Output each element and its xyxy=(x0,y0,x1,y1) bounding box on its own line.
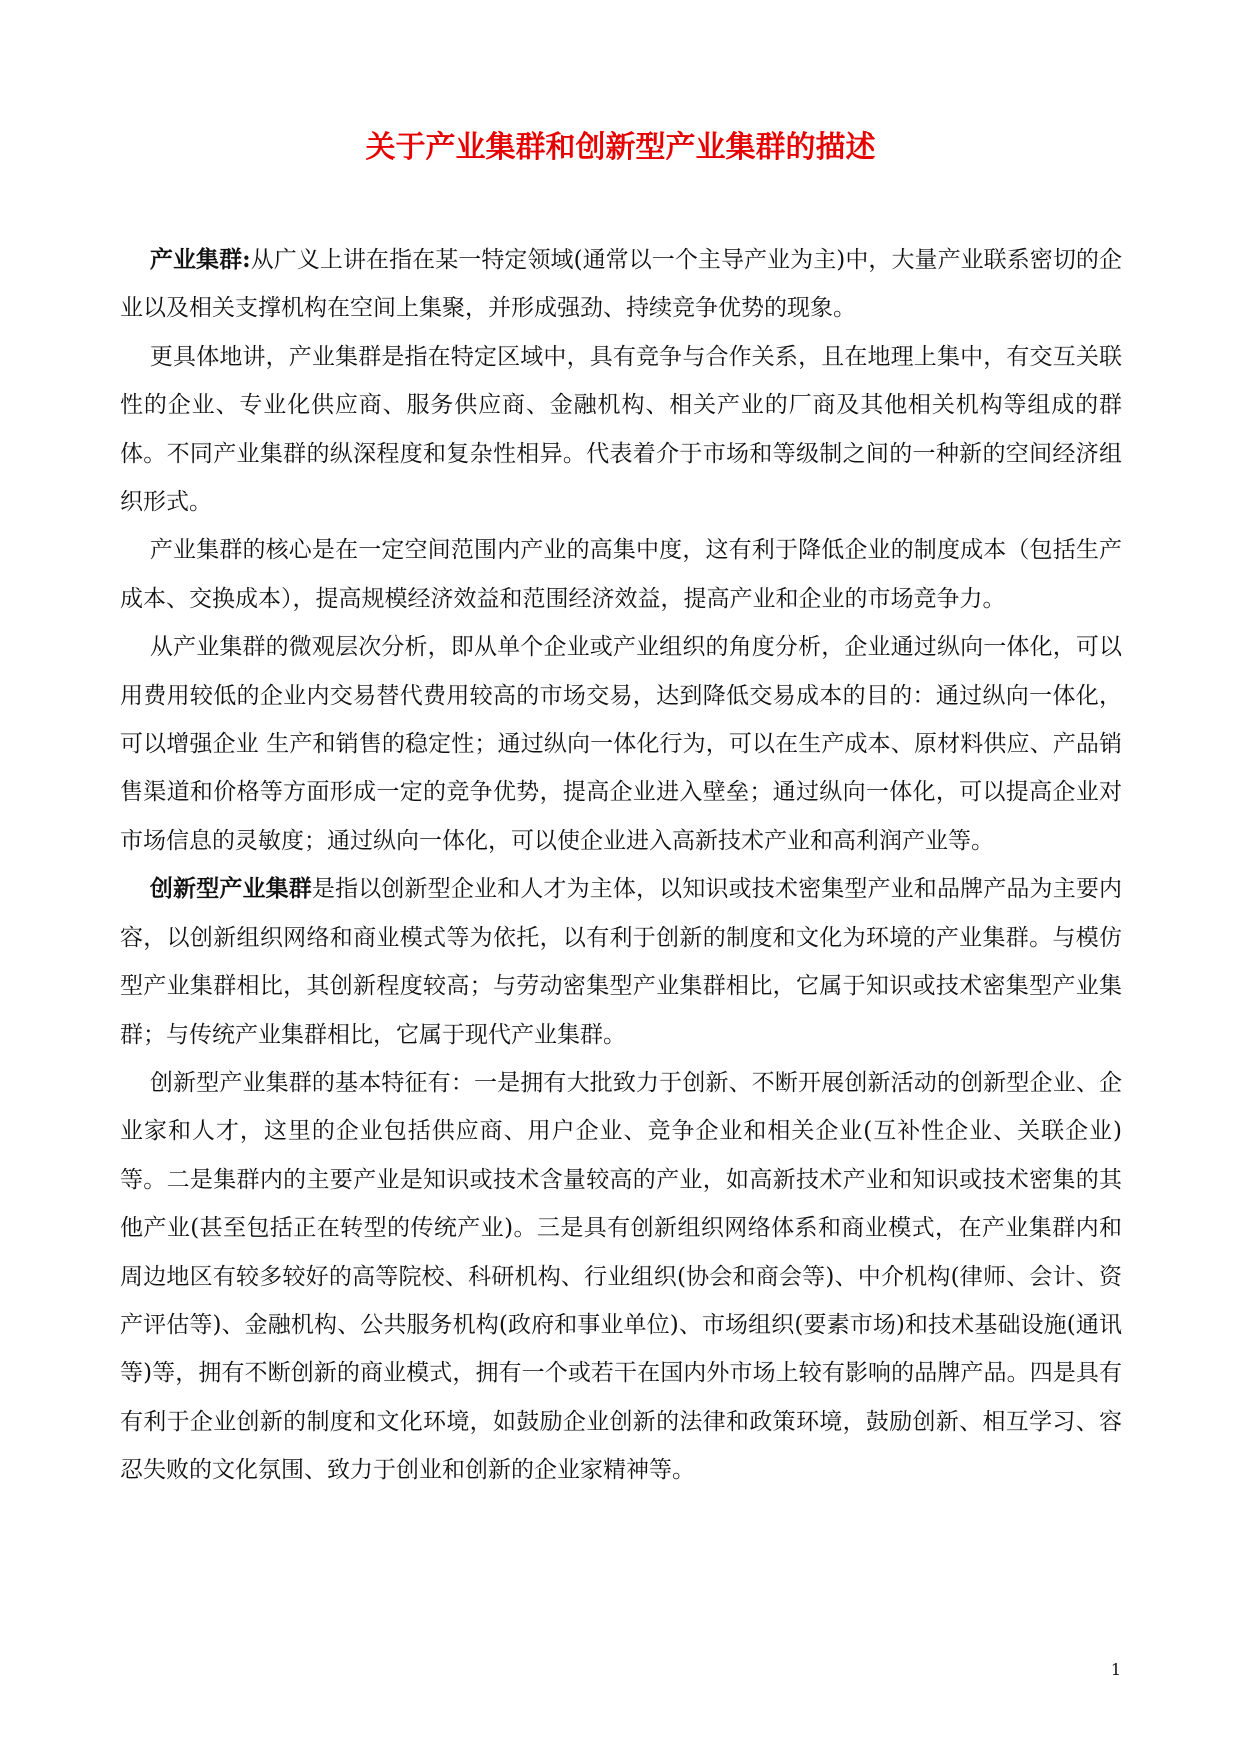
paragraph-3-text: 产业集群的核心是在一定空间范围内产业的高集中度，这有利于降低企业的制度成本（包括生产成本、交换成本），提高规模经济效益和范围经济效益，提高产业和企业的市场竞争力。 xyxy=(120,537,1122,612)
paragraph-2-text: 更具体地讲，产业集群是指在特定区域中，具有竞争与合作关系，且在地理上集中，有交互关联性的企业、专业化供应商、服务供应商、金融机构、相关产业的厂商及其他相关机构等组成的群体。不同产业集群的纵深程度和复杂性相异。代表着介于市场和等级制之间的一种新的空间经济组织形式。 xyxy=(120,343,1122,516)
paragraph-5 xyxy=(120,865,1122,1059)
page-number: 1 xyxy=(1110,1660,1121,1679)
paragraph-4-text: 从产业集群的微观层次分析，即从单个企业或产业组织的角度分析，企业通过纵向一体化，可以用费用较低的企业内交易替代费用较高的市场交易，达到降低交易成本的目的：通过纵向一体化，可以增强企业 生产和销售的稳定性；通过纵向一体化行为，可以在生产成本、原材料供应、产品销售渠道和价格等方面形成一定的竞争优势，提高企业进入壁垒；通过纵向一体化，可以提高企业对市场信息的灵敏度；通过纵向一体化，可以使企业进入高新技术产业和高利润产业等。 xyxy=(120,634,1122,854)
document-title: 关于产业集群和创新型产业集群的描述 xyxy=(365,130,876,165)
paragraph-6 xyxy=(120,1059,1122,1495)
paragraph-6-text: 创新型产业集群的基本特征有：一是拥有大批致力于创新、不断开展创新活动的创新型企业、企业家和人才，这里的企业包括供应商、用户企业、竞争企业和相关企业(互补性企业、关联企业)等。二是集群内的主要产业是知识或技术含量较高的产业，如高新技术产业和知识或技术密集的其他产业(甚至包括正在转型的传统产业)。三是具有创新组织网络体系和商业模式，在产业集群内和周边地区有较多较好的高等院校、科研机构、行业组织(协会和商会等)、中介机构(律师、会计、资产评估等)、金融机构、公共服务机构(政府和事业单位)、市场组织(要素市场)和技术基础设施(通讯等)等，拥有不断创新的商业模式，拥有一个或若干在国内外市场上较有影响的品牌产品。四是具有有利于企业创新的制度和文化环境，如鼓励企业创新的法律和政策环境，鼓励创新、相互学习、容忍失败的文化氛围、致力于创业和创新的企业家精神等。 xyxy=(120,1069,1122,1484)
paragraph-4 xyxy=(120,623,1122,865)
paragraph-1-text: 从广义上讲在指在某一特定领域(通常以一个主导产业为主)中，大量产业联系密切的企业以及相关支撑机构在空间上集聚，并形成强劲、持续竞争优势的现象。 xyxy=(120,247,1122,322)
paragraph-1-term: 产业集群: xyxy=(149,246,251,273)
paragraph-3 xyxy=(120,526,1122,623)
paragraph-2 xyxy=(120,333,1122,527)
paragraph-5-term: 创新型产业集群 xyxy=(149,875,312,903)
document-body xyxy=(120,236,1122,1495)
paragraph-5-text: 是指以创新型企业和人才为主体，以知识或技术密集型产业和品牌产品为主要内容，以创新组织网络和商业模式等为依托，以有利于创新的制度和文化为环境的产业集群。与模仿型产业集群相比，其创新程度较高；与劳动密集型产业集群相比，它属于知识或技术密集型产业集群；与传统产业集群相比，它属于现代产业集群。 xyxy=(120,876,1123,1048)
paragraph-1 xyxy=(120,236,1122,333)
